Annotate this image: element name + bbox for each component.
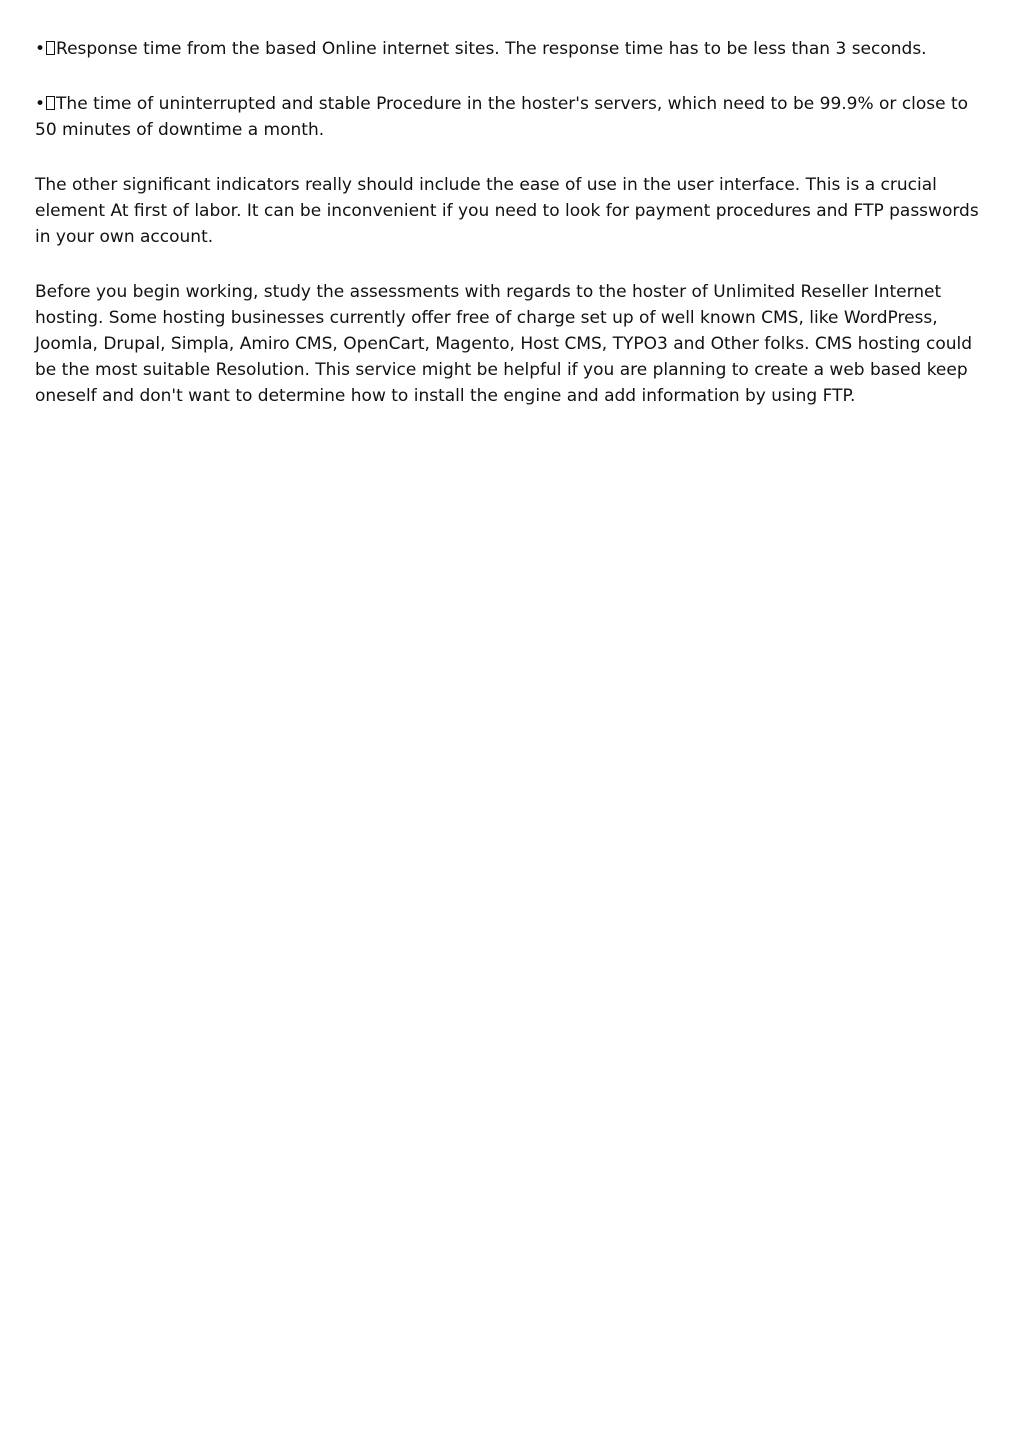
bullet-text: time of uninterrupted and stable Procedure in the hoster's servers, which need to be 99.9% or close to 50 minutes of downtime a month. [35,94,969,140]
missing-glyph-icon [46,41,55,55]
bullet-item-response-time [35,36,995,62]
bullet-marker: • [35,39,46,59]
paragraph-user-interface: The other significant indicators really should include the ease of use in the user interface. This is a crucial element At first of labor. It can be inconvenient if you need to look for payment procedures and FTP passwords in your own account. [35,175,979,247]
bullet-lead: The [56,94,88,114]
missing-glyph-icon [46,96,55,110]
bullet-text: time from the based Online internet sites. The response time has to be less than 3 seconds. [143,39,927,59]
bullet-item-uptime [35,91,995,143]
bullet-marker: • [35,94,46,114]
bullet-lead: Response [56,39,138,59]
paragraph-reseller-hosting: Before you begin working, study the assessments with regards to the hoster of Unlimited Reseller Internet hosting. Some hosting businesses currently offer free of charge set up of well known CMS, like WordPress, Joomla, Drupal, Simpla, Amiro CMS, OpenCart, Magento, Host CMS, TYPO3 and Other folks. CMS hosting could be the most suitable Resolution. This service might be helpful if you are planning to create a web based keep oneself and don't want to determine how to install the engine and add information by using FTP. [35,282,973,406]
document-page [35,36,995,438]
